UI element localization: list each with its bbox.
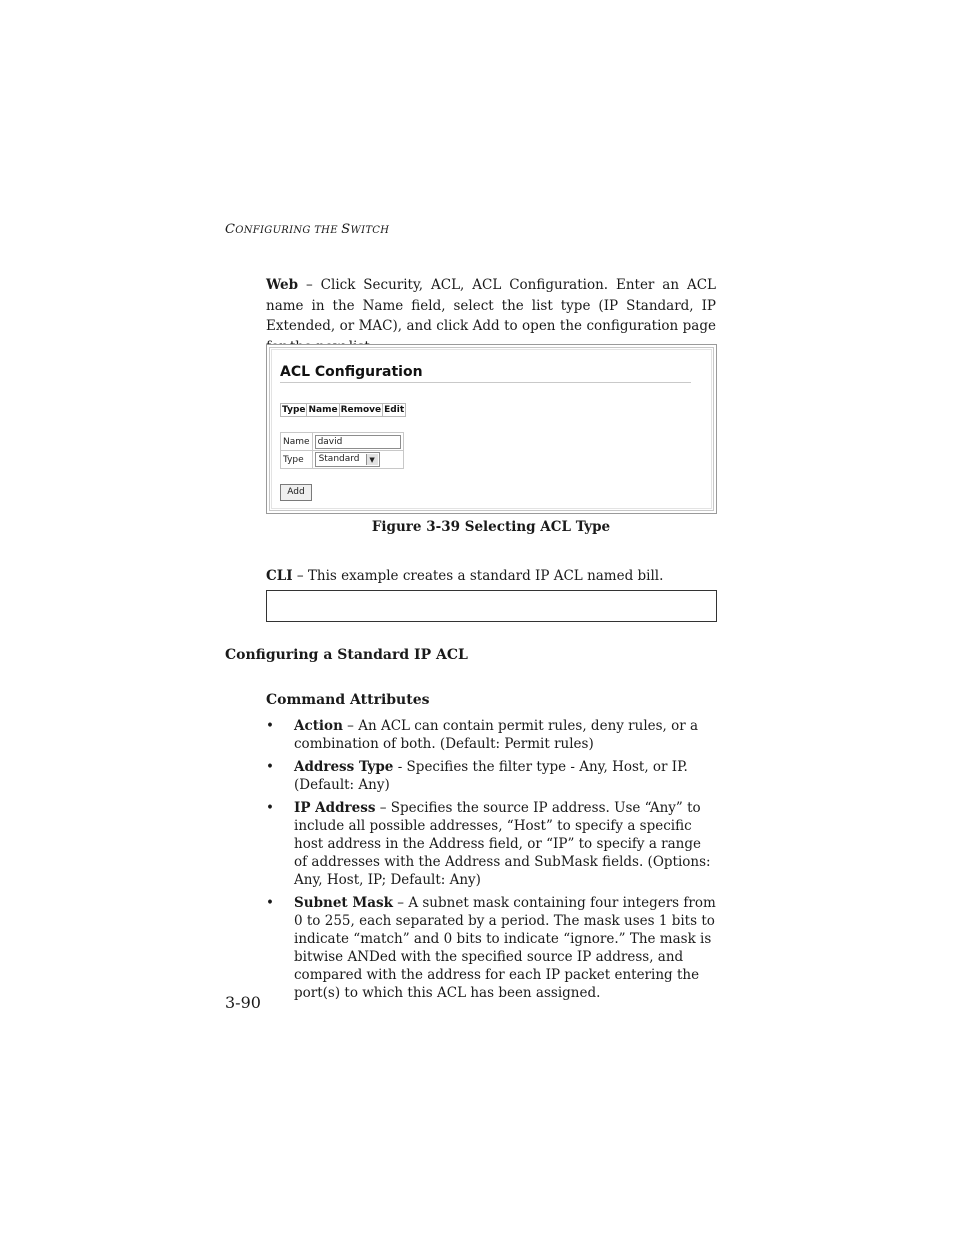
term-subnet-mask: Subnet Mask [294,895,393,911]
table-header-row [281,404,406,417]
type-cell [312,451,403,469]
running-head [225,222,389,237]
col-name: Name [308,405,338,415]
term-ip-address: IP Address [294,800,376,816]
term-action: Action [294,718,343,734]
add-button[interactable]: Add [280,484,312,501]
cli-text: – This example creates a standard IP ACL named bill. [292,568,664,584]
running-head-initial-1: C [225,222,236,237]
list-item-text [294,799,716,889]
desc-address-type: - Specifies the filter type - Any, Host, or IP. (Default: Any) [294,759,688,793]
desc-ip-address: – Specifies the source IP address. Use “Any” to include all possible addresses, “Host” to specify a specific host address in the Address field, or “IP” to specify a range of addresses with the Address and SubMask fields. (Options: Any, Host, IP; Default: Any) [294,800,711,888]
attribute-list [266,717,716,1007]
sub-heading: Command Attributes [266,692,430,708]
figure-caption: Figure 3-39 Selecting ACL Type [371,519,611,535]
bullet-icon: • [266,895,274,911]
cli-label: CLI [266,568,293,584]
list-item [266,717,716,753]
name-input[interactable]: david [315,435,401,449]
list-item-text [294,894,716,1002]
list-item-text [294,758,716,794]
type-row [281,451,404,469]
bullet-icon: • [266,718,274,734]
figure-frame [271,349,712,509]
bullet-icon: • [266,759,274,775]
section-heading: Configuring a Standard IP ACL [225,647,468,663]
web-text: – Click Security, ACL, ACL Configuration. Enter an ACL name in the Name field, select the list type (IP Standard, IP Extended, or MAC), and click Add to open the configuration page [266,277,716,334]
list-item [266,758,716,794]
acl-list-table [280,403,406,417]
acl-config-title: ACL Configuration [280,364,423,380]
running-head-rest-1: ONFIGURING THE [235,225,342,236]
page-number: 3-90 [225,993,261,1012]
desc-action: – An ACL can contain permit rules, deny rules, or a combination of both. (Default: Permit rules) [294,718,699,752]
name-row [281,433,404,451]
running-head-initial-2: S [341,222,351,237]
type-select[interactable] [315,452,380,467]
list-item [266,894,716,1002]
type-select-value: Standard [318,454,360,464]
cli-paragraph [266,566,716,587]
title-divider [280,382,691,383]
running-head-rest-2: WITCH [350,225,390,236]
web-label: Web [266,277,299,293]
col-edit: Edit [384,405,405,415]
list-item [266,799,716,889]
name-label: Name [281,433,313,451]
chevron-down-icon[interactable]: ▼ [366,454,378,465]
acl-form [280,432,404,469]
col-remove: Remove [340,405,382,415]
desc-subnet-mask: – A subnet mask containing four integers from 0 to 255, each separated by a period. The mask uses 1 bits to indicate “match” and 0 bits to indicate “ignore.” The mask is bitwise ANDed with the specified source IP address, and compared with the address for each IP packet entering the port(s) to which this ACL has been assigned. [294,895,716,1001]
acl-configuration-screenshot [266,344,717,514]
name-cell [312,433,403,451]
type-label: Type [281,451,313,469]
col-type: Type [282,405,306,415]
cli-example-box [266,590,717,622]
list-item-text [294,717,716,753]
bullet-icon: • [266,800,274,816]
term-address-type: Address Type [294,759,394,775]
